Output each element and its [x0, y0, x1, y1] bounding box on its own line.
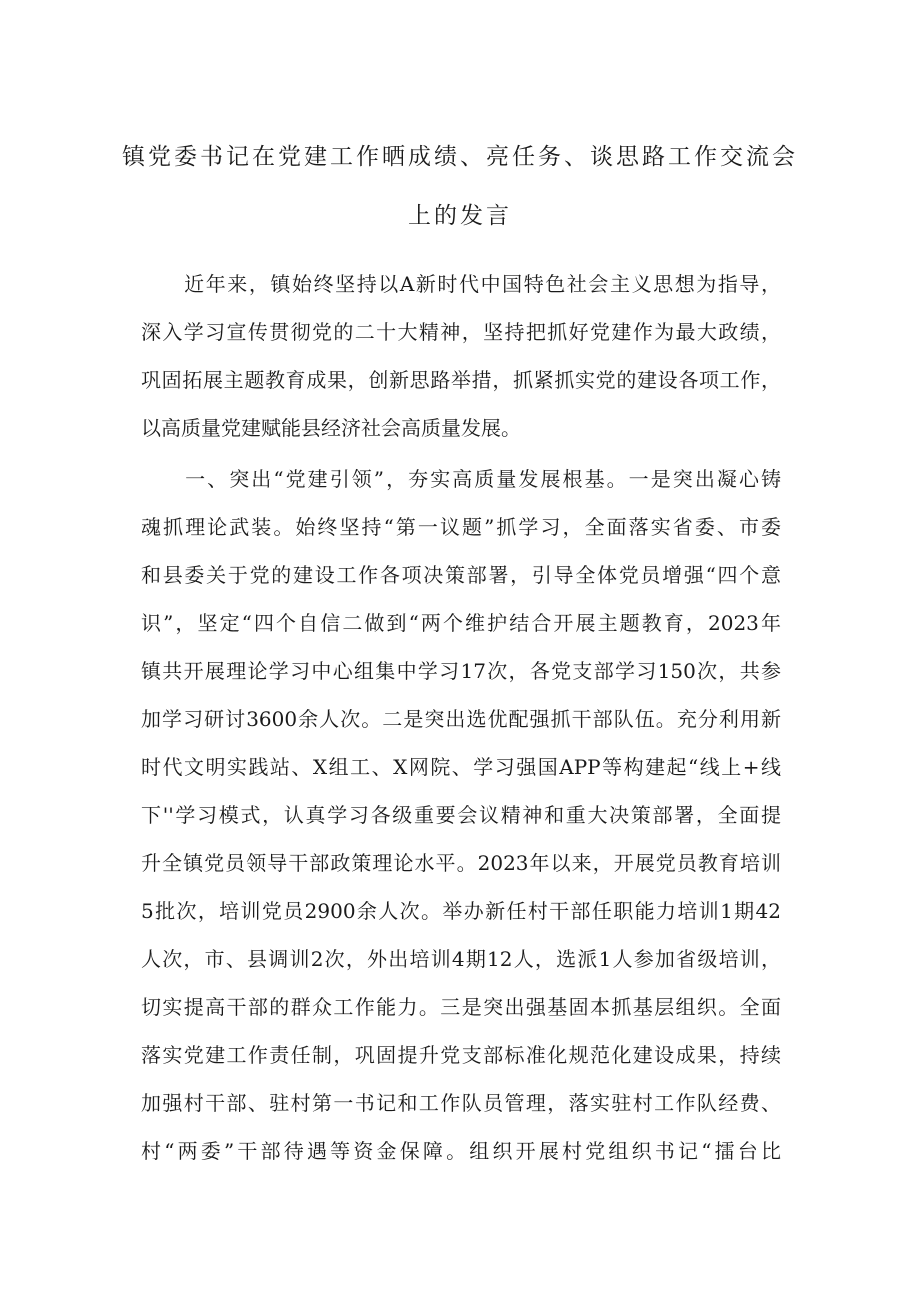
- paragraph-2-line-9: 升全镇党员领导干部政策理论水平。2023年以来，开展党员教育培训: [141, 851, 781, 875]
- paragraph-1-line-2: 深入学习宣传贯彻党的二十大精神，坚持把抓好党建作为最大政绩，: [141, 320, 781, 344]
- paragraph-2-line-12: 切实提高干部的群众工作能力。三是突出强基固本抓基层组织。全面: [141, 995, 781, 1019]
- paragraph-2-line-8: 下''学习模式，认真学习各级重要会议精神和重大决策部署，全面提: [141, 803, 781, 827]
- paragraph-2-line-6: 加学习研讨3600余人次。二是突出选优配强抓干部队伍。充分利用新: [141, 707, 781, 731]
- paragraph-2-line-15: 村“两委”干部待遇等资金保障。组织开展村党组织书记“擂台比: [141, 1139, 781, 1163]
- paragraph-2-line-14: 加强村干部、驻村第一书记和工作队员管理，落实驻村工作队经费、: [141, 1091, 781, 1115]
- paragraph-1-line-3: 巩固拓展主题教育成果，创新思路举措，抓紧抓实党的建设各项工作，: [141, 368, 781, 392]
- paragraph-2-line-13: 落实党建工作责任制，巩固提升党支部标准化规范化建设成果，持续: [141, 1043, 781, 1067]
- paragraph-2-line-3: 和县委关于党的建设工作各项决策部署，引导全体党员增强“四个意: [141, 563, 781, 587]
- paragraph-1-line-1: 近年来，镇始终坚持以A新时代中国特色社会主义思想为指导，: [141, 272, 781, 296]
- document-title-line-2: 上的发言: [408, 203, 512, 229]
- paragraph-2-line-7: 时代文明实践站、X组工、X网院、学习强国APP等构建起“线上+线: [141, 755, 781, 779]
- paragraph-2-line-10: 5批次，培训党员2900余人次。举办新任村干部任职能力培训1期42: [141, 899, 781, 923]
- paragraph-2-line-11: 人次，市、县调训2次，外出培训4期12人，选派1人参加省级培训，: [141, 947, 781, 971]
- paragraph-1-line-4: 以高质量党建赋能县经济社会高质量发展。: [141, 416, 521, 440]
- paragraph-2-line-1: 一、突出“党建引领”，夯实高质量发展根基。一是突出凝心铸: [141, 467, 781, 491]
- paragraph-2-line-5: 镇共开展理论学习中心组集中学习17次，各党支部学习150次，共参: [141, 659, 781, 683]
- document-title-line-1: 镇党委书记在党建工作晒成绩、亮任务、谈思路工作交流会: [122, 144, 798, 170]
- paragraph-2-line-4: 识”，坚定“四个自信二做到“两个维护结合开展主题教育，2023年: [141, 611, 781, 635]
- paragraph-2-line-2: 魂抓理论武装。始终坚持“第一议题”抓学习，全面落实省委、市委: [141, 515, 781, 539]
